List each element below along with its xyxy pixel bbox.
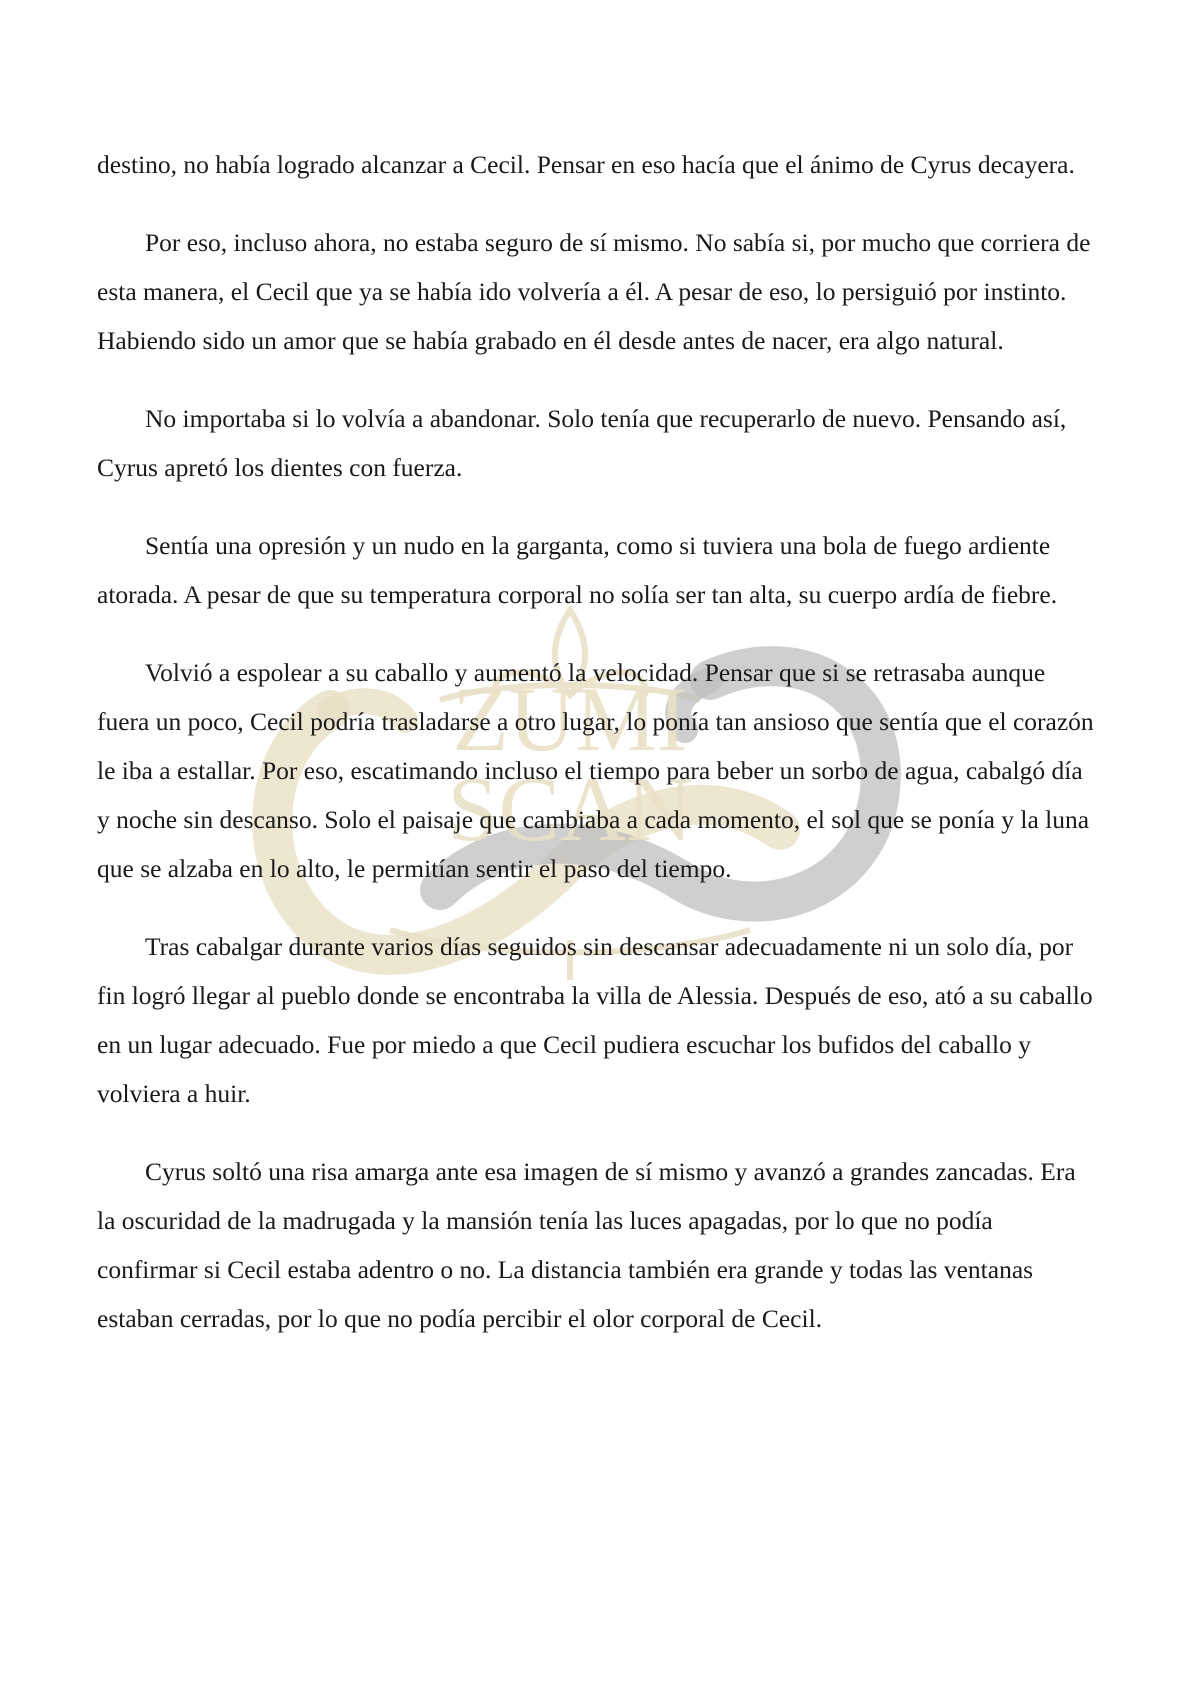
paragraph-6: Tras cabalgar durante varios días seguidos sin descansar adecuadamente ni un solo día, por fin logró llegar al pueblo donde se encontraba la villa de Alessia. Después de eso, ató a su caballo en un lugar adecuado. Fue por miedo a que Cecil pudiera escuchar los bufidos del caballo y volviera a huir.	[97, 932, 1093, 1108]
paragraph-5: Volvió a espolear a su caballo y aumentó la velocidad. Pensar que si se retrasaba aunque fuera un poco, Cecil podría trasladarse a otro lugar, lo ponía tan ansioso que sentía que el corazón le iba a estallar. Por eso, escatimando incluso el tiempo para beber un sorbo de agua, cabalgó día y noche sin descanso. Solo el paisaje que cambiaba a cada momento, el sol que se ponía y la luna que se alzaba en lo alto, le permitían sentir el paso del tiempo.	[97, 658, 1094, 883]
watermark-line2: SCAN	[447, 758, 693, 860]
paragraph-3: No importaba si lo volvía a abandonar. Solo tenía que recuperarlo de nuevo. Pensando así, Cyrus apretó los dientes con fuerza.	[97, 404, 1067, 482]
paragraph-7: Cyrus soltó una risa amarga ante esa imagen de sí mismo y avanzó a grandes zancadas. Era la oscuridad de la madrugada y la mansión tenía las luces apagadas, por lo que no podía confirmar si Cecil estaba adentro o no. La distancia también era grande y todas las ventanas estaban cerradas, por lo que no podía percibir el olor corporal de Cecil.	[97, 1157, 1076, 1333]
paragraph-1: destino, no había logrado alcanzar a Cecil. Pensar en eso hacía que el ánimo de Cyrus decayera.	[97, 150, 1075, 179]
body-text	[97, 140, 1097, 1372]
paragraph-2: Por eso, incluso ahora, no estaba seguro de sí mismo. No sabía si, por mucho que corriera de esta manera, el Cecil que ya se había ido volvería a él. A pesar de eso, lo persiguió por instinto. Habiendo sido un amor que se había grabado en él desde antes de nacer, era algo natural.	[97, 228, 1091, 355]
watermark-line1: ZUMI	[452, 668, 688, 770]
paragraph-4: Sentía una opresión y un nudo en la garganta, como si tuviera una bola de fuego ardiente atorada. A pesar de que su temperatura corporal no solía ser tan alta, su cuerpo ardía de fiebre.	[97, 531, 1058, 609]
